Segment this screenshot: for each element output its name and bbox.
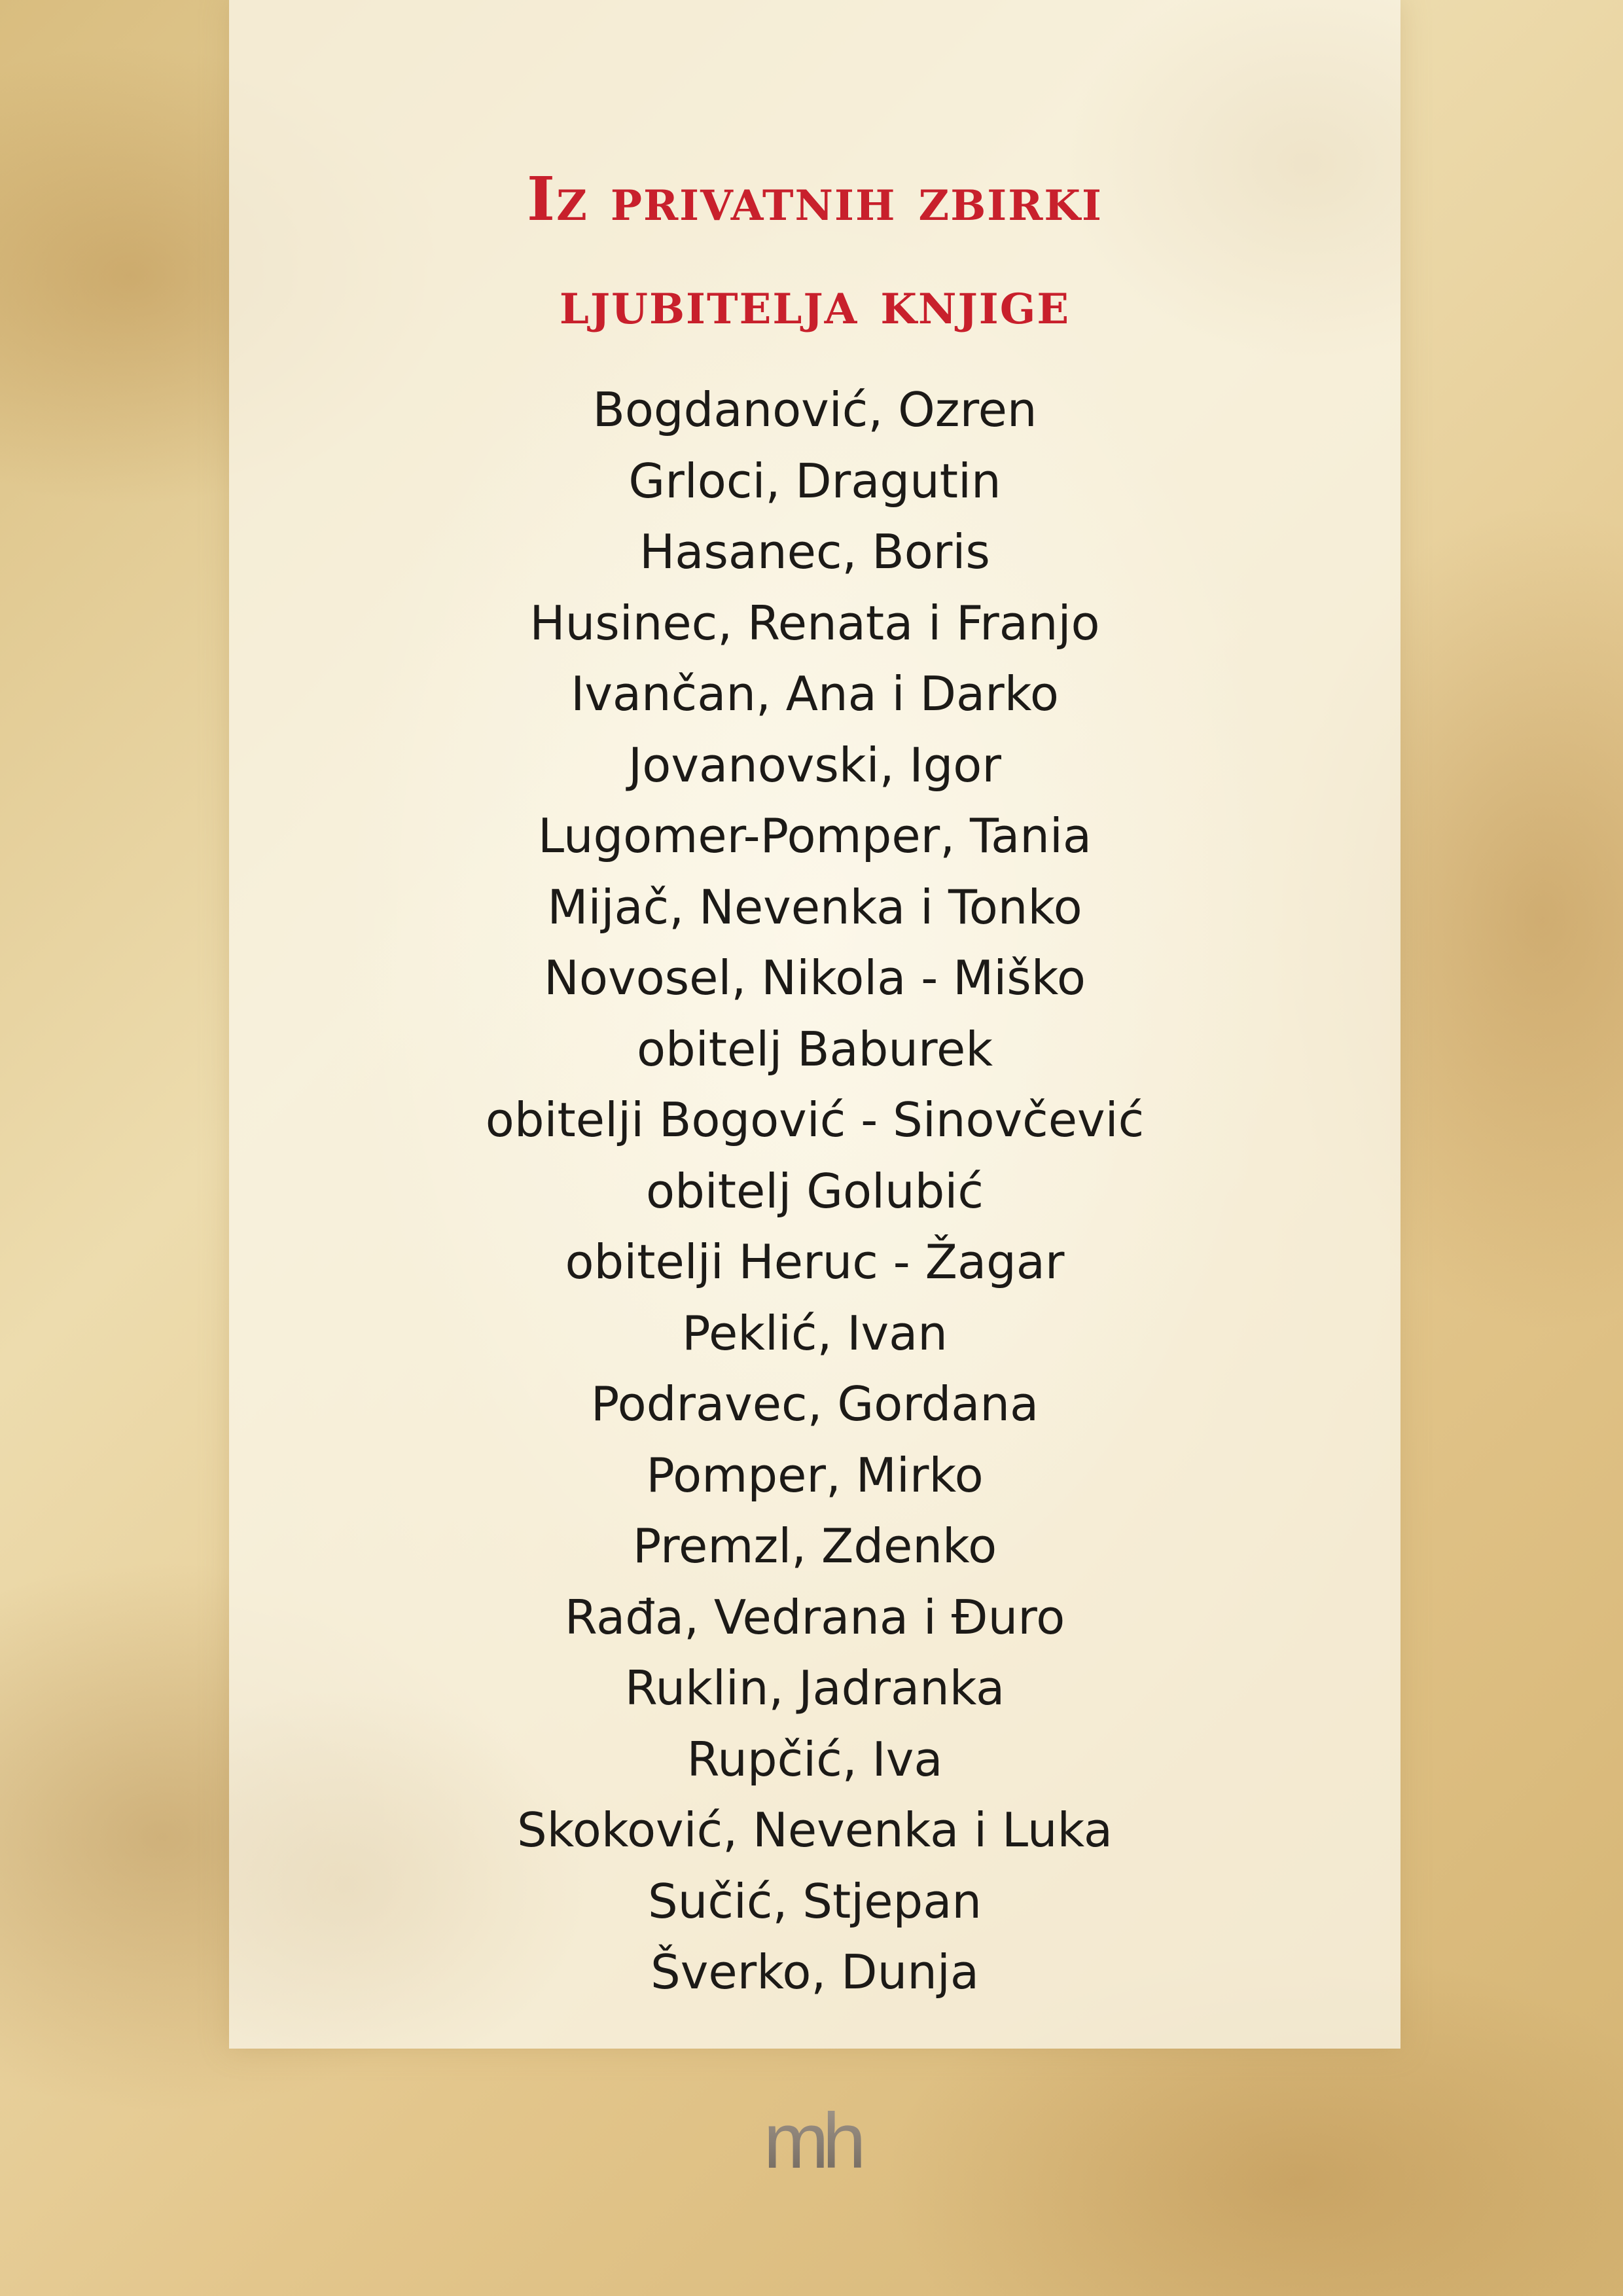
list-item: Husinec, Renata i Franjo <box>529 595 1100 651</box>
list-item: Lugomer-Pomper, Tania <box>538 808 1092 863</box>
list-item: Skoković, Nevenka i Luka <box>516 1803 1113 1857</box>
list-item: Šverko, Dunja <box>651 1945 979 2000</box>
title-line-2: ljubitelja knjige <box>559 267 1071 338</box>
list-item: Hasanec, Boris <box>639 524 990 579</box>
page-title <box>229 147 1400 354</box>
logo-text: mh <box>763 2108 860 2179</box>
list-item: Sučić, Stjepan <box>648 1873 982 1929</box>
list-item: Novosel, Nikola - Miško <box>544 950 1086 1005</box>
list-item: obitelj Baburek <box>636 1021 993 1077</box>
list-item: obitelji Heruc - Žagar <box>565 1234 1065 1289</box>
list-item: Ivančan, Ana i Darko <box>571 666 1059 721</box>
collector-list <box>229 374 1400 2008</box>
list-item: Grloci, Dragutin <box>628 453 1001 509</box>
mh-logo <box>746 2108 877 2179</box>
list-item: Mijač, Nevenka i Tonko <box>547 879 1082 935</box>
list-item: Rupčić, Iva <box>687 1731 943 1787</box>
list-item: obitelji Bogović - Sinovčević <box>485 1092 1145 1147</box>
list-item: Pomper, Mirko <box>646 1447 984 1503</box>
list-item: Ruklin, Jadranka <box>624 1660 1005 1715</box>
list-item: Podravec, Gordana <box>590 1376 1039 1431</box>
title-line-1: Iz privatnih zbirki <box>527 164 1103 234</box>
list-item: Premzl, Zdenko <box>632 1518 997 1573</box>
list-item: obitelj Golubić <box>646 1163 984 1219</box>
list-item: Bogdanović, Ozren <box>592 382 1037 437</box>
list-item: Jovanovski, Igor <box>628 737 1001 793</box>
list-item: Peklić, Ivan <box>682 1305 948 1361</box>
list-item: Rađa, Vedrana i Đuro <box>564 1589 1065 1645</box>
